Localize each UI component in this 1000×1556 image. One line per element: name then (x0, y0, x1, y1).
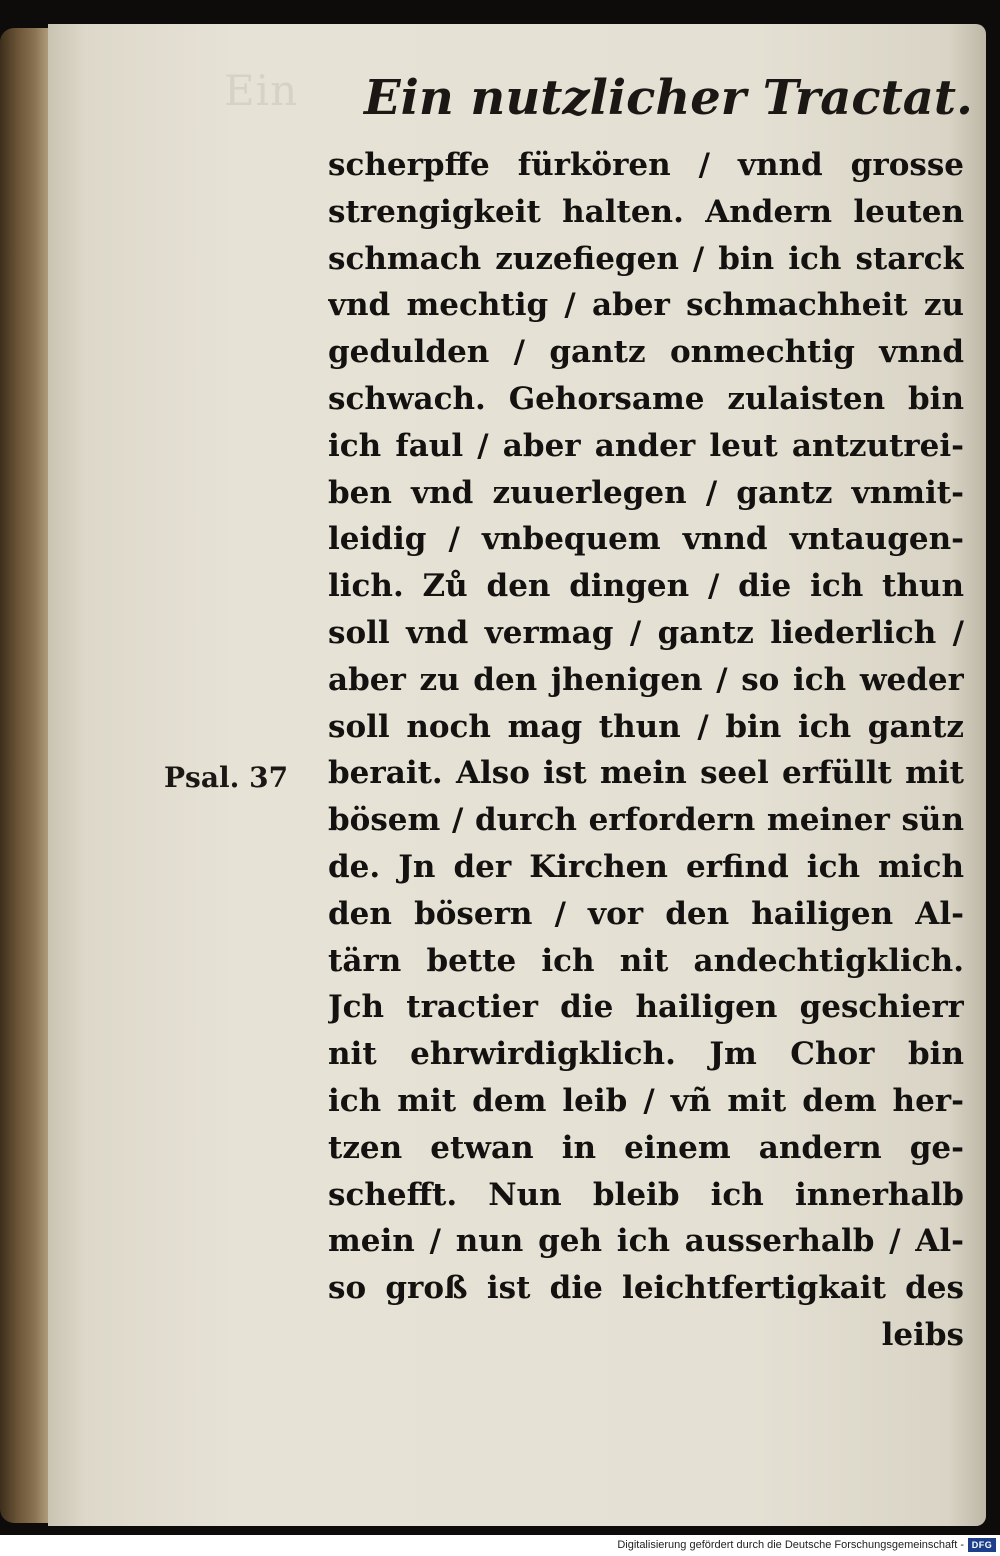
text-line: gedulden / gantz onmechtig vnnd (328, 334, 964, 371)
text-line: lich. Zů den dingen / die ich thun (328, 568, 964, 605)
footer-bar (0, 1535, 1000, 1556)
text-line: schmach zuzefiegen / bin ich starck (328, 240, 964, 277)
text-line: leidig / vnbequem vnnd vntaugen- (328, 521, 964, 558)
text-line: ich mit dem leib / vñ mit dem her- (328, 1082, 964, 1119)
text-line: ich faul / aber ander leut antzutrei- (328, 427, 964, 464)
marginal-note: Psal. 37 (164, 761, 289, 794)
text-line: schwach. Gehorsame zulaisten bin (328, 380, 964, 417)
text-line: ben vnd zuuerlegen / gantz vnmit- (328, 474, 964, 511)
text-line: strengigkeit halten. Andern leuten (328, 193, 964, 230)
text-line: bösem / durch erfordern meiner sün (328, 802, 964, 839)
text-line: schefft. Nun bleib ich innerhalb (328, 1176, 964, 1213)
text-line: berait. Also ist mein seel erfüllt mit (328, 755, 964, 792)
footer-credit: Digitalisierung gefördert durch die Deutsche Forschungsgemeinschaft - (617, 1539, 964, 1551)
text-line: so groß ist die leichtfertigkait des (328, 1270, 964, 1307)
text-line: leibs (881, 1316, 964, 1353)
text-line: nit ehrwirdigklich. Jm Chor bin (328, 1036, 964, 1073)
text-block (328, 142, 964, 1359)
text-line: tzen etwan in einem andern ge- (328, 1129, 964, 1166)
dfg-logo: DFG (968, 1538, 996, 1552)
text-line: vnd mechtig / aber schmachheit zu (328, 287, 964, 324)
bleed-through-text: Ein (224, 66, 299, 115)
text-line: den bösern / vor den hailigen Al- (328, 895, 964, 932)
text-line: Jch tractier die hailigen geschierr (328, 989, 964, 1026)
running-head: Ein nutzlicher Tractat. (364, 70, 973, 126)
text-line: aber zu den jhenigen / so ich weder (328, 661, 964, 698)
text-line: scherpffe fürkören / vnnd grosse (328, 147, 964, 183)
text-line: tärn bette ich nit andechtigklich. (328, 942, 964, 979)
book-spine (0, 28, 50, 1523)
text-line: soll noch mag thun / bin ich gantz (328, 708, 964, 745)
text-line: de. Jn der Kirchen erfind ich mich (328, 848, 964, 885)
text-line: mein / nun geh ich ausserhalb / Al- (328, 1223, 964, 1260)
text-line: soll vnd vermag / gantz liederlich / (328, 614, 964, 651)
